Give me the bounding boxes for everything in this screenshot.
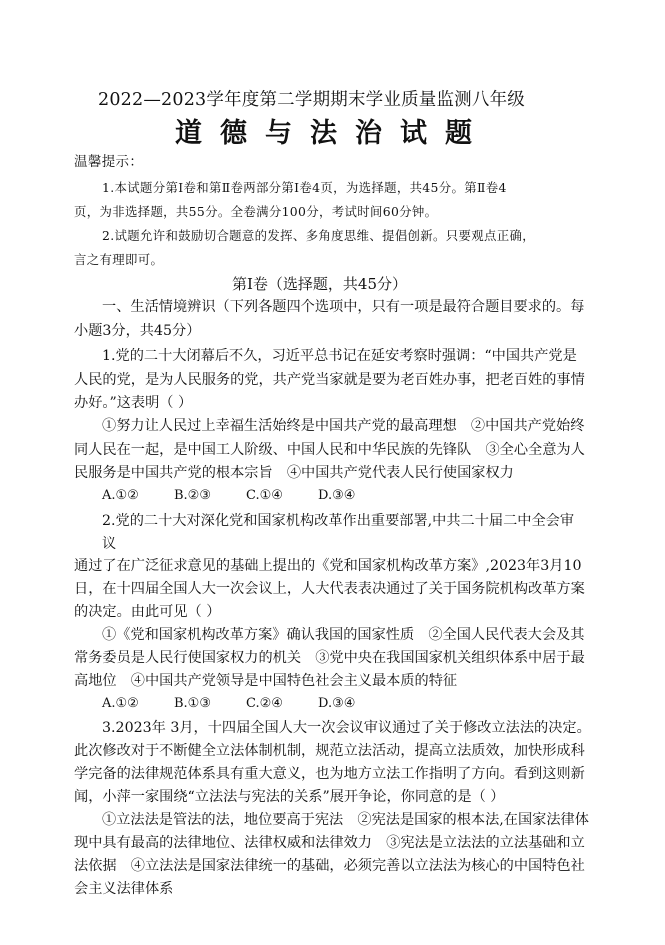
notice-item-2-line-2: 言之有理即可。 <box>74 252 164 267</box>
notice-label: 温馨提示： <box>74 154 144 170</box>
q3-line-4: 闻，小萍一家围绕“立法法与宪法的关系”展开争论，你同意的是（ ） <box>74 789 505 805</box>
q2-choice-c[interactable]: C.②④ <box>246 696 283 711</box>
q1-line-3: 办好。”这表明（ ） <box>74 395 193 411</box>
q3-line-5: ①立法法是管法的法，地位要高于宪法 ②宪法是国家的根本法,在国家法律体 <box>102 812 589 828</box>
q1-line-5: 同人民在一起，是中国工人阶级、中国人民和中华民族的先锋队 ③全心全意为人 <box>74 442 585 458</box>
q2-line-4: 日，在十四届全国人大一次会议上，人大代表表决通过了关于国务院机构改革方案 <box>74 581 585 597</box>
q1-line-2: 人民的党，是为人民服务的党，共产党当家就是要为老百姓办事，把老百姓的事情 <box>74 372 585 388</box>
q2-line-3: 通过了在广泛征求意见的基础上提出的《党和国家机构改革方案》,2023年3月10 <box>74 558 582 574</box>
q2-line-7: 常务委员是人民行使国家权力的机关 ③党中央在我国国家机关组织体系中居于最 <box>74 650 585 666</box>
notice-item-2-line-1: 2.试题允许和鼓励切合题意的发挥、多角度思维、提倡创新。只要观点正确， <box>102 228 535 243</box>
q3-line-8: 会主义法律体系 <box>74 881 174 897</box>
q1-choice-a[interactable]: A.①② <box>102 488 139 503</box>
notice-item-1-line-2: 页，为非选择题，共55分。全卷满分100分，考试时间60分钟。 <box>74 204 438 219</box>
notice-item-1-line-1: 1.本试题分第Ⅰ卷和第Ⅱ卷两部分第Ⅰ卷4页，为选择题，共45分。第Ⅱ卷4 <box>102 180 507 195</box>
q1-choice-d[interactable]: D.③④ <box>318 488 356 503</box>
q2-choice-a[interactable]: A.①② <box>102 696 139 711</box>
q3-line-3: 学完备的法律规范体系具有重大意义，也为地方立法工作指明了方向。看到这则新 <box>74 766 585 782</box>
q1-choices <box>102 486 390 506</box>
page-title: 道德与法治试题 <box>175 118 490 149</box>
q1-choice-c[interactable]: C.①④ <box>246 488 283 503</box>
q1-line-1: 1.党的二十大闭幕后不久，习近平总书记在延安考察时强调：“中国共产党是 <box>102 348 577 364</box>
q2-choice-b[interactable]: B.①③ <box>174 696 211 711</box>
q2-line-6: ①《党和国家机构改革方案》确认我国的国家性质 ②全国人民代表大会及其 <box>102 627 585 643</box>
q3-line-6: 现中具有最高的法律地位、法律权威和法律效力 ③宪法是立法法的立法基础和立 <box>74 835 585 851</box>
q3-line-7: 法依据 ④立法法是国家法律统一的基础，必须完善以立法法为核心的中国特色社 <box>74 858 585 874</box>
q3-line-2: 此次修改对于不断健全立法体制机制，规范立法活动，提高立法质效，加快形成科 <box>74 743 585 759</box>
q2-line-8: 高地位 ④中国共产党领导是中国特色社会主义最本质的特征 <box>74 673 458 689</box>
q3-line-1: 3.2023年 3月，十四届全国人大一次会议审议通过了关于修改立法法的决定。 <box>102 720 591 736</box>
q1-line-6: 民服务是中国共产党的根本宗旨 ④中国共产党代表人民行使国家权力 <box>74 465 514 481</box>
q2-choices <box>102 694 390 714</box>
section-title: 第Ⅰ卷（选择题，共45分） <box>232 275 408 293</box>
exam-subtitle: 2022—2023学年度第二学期期末学业质量监测八年级 <box>98 90 525 110</box>
q2-line-2: 议 <box>102 536 117 552</box>
q2-line-1: 2.党的二十大对深化党和国家机构改革作出重要部署,中共二十届二中全会审 <box>102 513 575 529</box>
section-instruction-line-1: 一、生活情境辨识（下列各题四个选项中，只有一项是最符合题目要求的。每 <box>102 299 585 315</box>
section-instruction-line-2: 小题3分，共45分） <box>74 323 201 339</box>
q2-line-5: 的决定。由此可见（ ） <box>74 604 221 620</box>
q1-line-4: ①努力让人民过上幸福生活始终是中国共产党的最高理想 ②中国共产党始终 <box>102 418 585 434</box>
q2-choice-d[interactable]: D.③④ <box>318 696 356 711</box>
q1-choice-b[interactable]: B.②③ <box>174 488 211 503</box>
